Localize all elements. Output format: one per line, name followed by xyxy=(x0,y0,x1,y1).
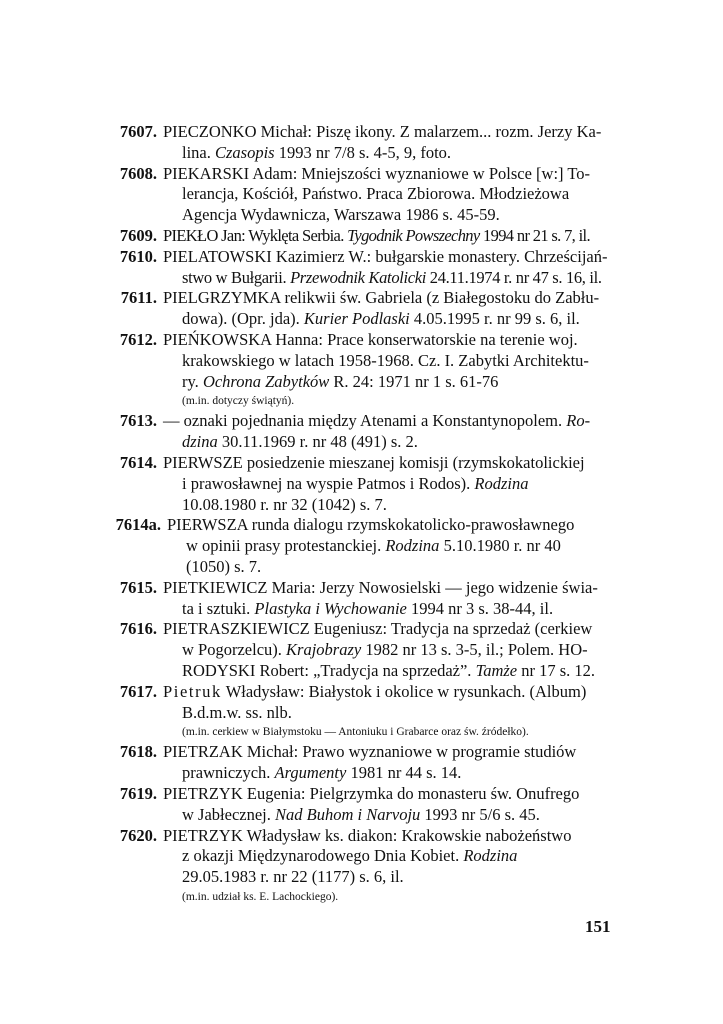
entry-number: 7614a. xyxy=(115,515,161,535)
entry-text xyxy=(163,682,607,743)
line-text: R. 24: 1971 nr 1 s. 61-76 xyxy=(329,371,499,391)
entry-line xyxy=(163,784,607,805)
bibliography-entry xyxy=(0,826,723,907)
line-text: stwo w Bułgarii. xyxy=(182,267,291,287)
line-text: PIETKIEWICZ Maria: Jerzy Nowosielski — jego widzenie świa- xyxy=(163,577,598,597)
entry-note xyxy=(163,723,607,742)
publication-title: Argumenty xyxy=(274,763,347,783)
publication-title: Ro- xyxy=(566,411,591,431)
publication-title: Tamże xyxy=(475,660,518,680)
line-text: krakowskiego w latach 1958-1968. Cz. I. Zabytki Architektu- xyxy=(182,350,589,370)
bibliography-entry xyxy=(0,226,723,247)
line-text: PIEKARSKI Adam: Mniejszości wyznaniowe w Polsce [w:] To- xyxy=(163,163,591,183)
line-text: PIERWSZA runda dialogu rzymskokatolicko-prawosławnego xyxy=(167,515,575,535)
bibliography-entry xyxy=(0,619,723,681)
line-text: 5.10.1980 r. nr 40 xyxy=(439,536,561,556)
line-text: ta i sztuki. xyxy=(182,598,255,618)
line-text: dowa). (Opr. jda). xyxy=(182,309,304,329)
bibliography-entry xyxy=(0,515,723,577)
entry-text xyxy=(163,411,607,453)
line-text: lerancja, Kościół, Państwo. Praca Zbiorowa. Młodzieżowa xyxy=(182,184,570,204)
entry-text xyxy=(167,515,611,577)
entry-text xyxy=(163,578,607,620)
line-text: PIEŃKOWSKA Hanna: Prace konserwatorskie na terenie woj. xyxy=(163,329,578,349)
entry-text xyxy=(163,330,607,411)
line-text: w Pogorzelcu). xyxy=(182,640,287,660)
line-text: 24.11.1974 r. nr 47 s. 16, il. xyxy=(426,267,602,287)
bibliography-entry xyxy=(0,288,723,330)
line-text: w opinii prasy protestanckiej. xyxy=(186,536,386,556)
entry-line xyxy=(163,122,607,143)
entry-line xyxy=(163,805,607,826)
entry-line xyxy=(167,536,611,557)
entry-line xyxy=(163,372,607,393)
line-text: PIETRZYK Władysław ks. diakon: Krakowskie nabożeństwo xyxy=(163,825,572,845)
line-text: Władysław: Białystok i okolice w rysunkach. (Album) xyxy=(221,681,587,701)
entry-line xyxy=(163,682,607,703)
line-text: lina. xyxy=(182,142,215,162)
entry-line xyxy=(163,640,607,661)
line-text: w Jabłecznej. xyxy=(182,804,275,824)
entry-line xyxy=(163,703,607,724)
line-text: 1993 nr 5/6 s. 45. xyxy=(420,804,540,824)
entry-text xyxy=(163,453,607,515)
line-text: (m.in. dotyczy świątyń). xyxy=(182,395,295,408)
page-number: 151 xyxy=(585,917,611,936)
entry-line xyxy=(163,619,607,640)
entry-line xyxy=(163,288,607,309)
line-text: PIELATOWSKI Kazimierz W.: bułgarskie monastery. Chrześcijań- xyxy=(163,246,608,266)
line-text: PIETRZAK Michał: Prawo wyznaniowe w programie studiów xyxy=(163,742,577,762)
line-text: nr 17 s. 12. xyxy=(517,660,596,680)
line-text: PIELGRZYMKA relikwii św. Gabriela (z Białegostoku do Zabłu- xyxy=(163,288,600,308)
entry-number: 7610. xyxy=(119,246,157,266)
bibliography-entry xyxy=(0,164,723,226)
entry-line xyxy=(163,268,607,289)
entry-note xyxy=(163,392,607,411)
line-text: PIERWSZE posiedzenie mieszanej komisji (rzymskokatolickiej xyxy=(163,452,585,472)
entry-line xyxy=(163,763,607,784)
line-text: PIETRZYK Eugenia: Pielgrzymka do monasteru św. Onufrego xyxy=(163,783,580,803)
line-text: 1982 nr 13 s. 3-5, il.; Polem. HO- xyxy=(361,640,588,660)
publication-title: Plastyka i Wychowanie xyxy=(254,598,407,618)
entry-line xyxy=(163,495,607,516)
line-text: 1981 nr 44 s. 14. xyxy=(346,763,462,783)
entry-number: 7617. xyxy=(119,681,157,701)
entry-text xyxy=(163,226,607,247)
entry-line xyxy=(163,474,607,495)
entry-number: 7608. xyxy=(119,163,157,183)
bibliography-entry xyxy=(0,742,723,784)
bibliography-entry xyxy=(0,247,723,289)
entry-line xyxy=(167,557,611,578)
entry-number: 7612. xyxy=(119,329,157,349)
entry-text xyxy=(163,122,607,164)
bibliography-entry xyxy=(0,411,723,453)
line-text: (1050) s. 7. xyxy=(186,556,262,576)
bibliography-entry xyxy=(0,784,723,826)
line-text: (m.in. cerkiew w Białymstoku — Antoniuku i Grabarce oraz św. źródełko). xyxy=(182,726,529,739)
line-text: 1994 nr 3 s. 38-44, il. xyxy=(406,598,554,618)
entry-number: 7614. xyxy=(119,452,157,472)
line-text: 1993 nr 7/8 s. 4-5, 9, foto. xyxy=(274,142,452,162)
line-text: PIETRASZKIEWICZ Eugeniusz: Tradycja na sprzedaż (cerkiew xyxy=(163,619,593,639)
entry-line xyxy=(163,184,607,205)
entry-line xyxy=(163,143,607,164)
entry-number: 7611. xyxy=(120,288,157,308)
entry-line xyxy=(163,205,607,226)
entry-text xyxy=(163,164,607,226)
line-text: prawniczych. xyxy=(182,763,275,783)
bibliography-entry xyxy=(0,453,723,515)
bibliography-list xyxy=(0,122,723,907)
bibliography-entry xyxy=(0,122,723,164)
entry-line xyxy=(163,661,607,682)
entry-number: 7615. xyxy=(119,577,157,597)
entry-note xyxy=(163,888,607,907)
entry-line xyxy=(163,826,607,847)
publication-title: Tygodnik Powszechny xyxy=(347,225,480,245)
entry-line xyxy=(163,453,607,474)
line-text: ry. xyxy=(182,371,203,391)
publication-title: Rodzina xyxy=(474,473,529,493)
entry-number: 7618. xyxy=(119,742,157,762)
entry-number: 7607. xyxy=(119,122,157,141)
entry-text xyxy=(163,619,607,681)
entry-line xyxy=(163,846,607,867)
entry-line xyxy=(163,226,607,247)
line-text: 1994 nr 21 s. 7, il. xyxy=(479,225,590,245)
publication-title: Kurier Podlaski xyxy=(303,309,410,329)
entry-text xyxy=(163,742,607,784)
entry-line xyxy=(163,742,607,763)
line-text: RODYSKI Robert: „Tradycja na sprzedaż”. xyxy=(182,660,476,680)
line-text: PIECZONKO Michał: Piszę ikony. Z malarzem... rozm. Jerzy Ka- xyxy=(163,122,602,141)
publication-title: Rodzina xyxy=(463,846,518,866)
line-text: PIEKŁO Jan: Wyklęta Serbia. xyxy=(163,225,348,245)
publication-title: Przewodnik Katolicki xyxy=(290,267,426,287)
line-text: Agencja Wydawnicza, Warszawa 1986 s. 45-59. xyxy=(182,205,500,225)
line-text: (m.in. udział ks. E. Lachockiego). xyxy=(182,890,339,903)
publication-title: Ochrona Zabytków xyxy=(202,371,330,391)
entry-line xyxy=(163,164,607,185)
entry-text xyxy=(163,826,607,907)
line-text: 29.05.1983 r. nr 22 (1177) s. 6, il. xyxy=(182,867,404,887)
entry-line xyxy=(163,578,607,599)
entry-line xyxy=(163,330,607,351)
entry-line xyxy=(163,247,607,268)
entry-text xyxy=(163,784,607,826)
entry-line xyxy=(167,515,611,536)
line-text: 10.08.1980 r. nr 32 (1042) s. 7. xyxy=(182,494,387,514)
entry-line xyxy=(163,432,607,453)
line-text: 4.05.1995 r. nr 99 s. 6, il. xyxy=(409,309,580,329)
bibliography-entry xyxy=(0,330,723,411)
entry-number: 7613. xyxy=(119,411,157,431)
bibliography-entry xyxy=(0,578,723,620)
publication-title: Czasopis xyxy=(215,142,275,162)
entry-number: 7620. xyxy=(119,825,157,845)
entry-line xyxy=(163,411,607,432)
entry-line xyxy=(163,599,607,620)
entry-text xyxy=(163,288,607,330)
line-text: 30.11.1969 r. nr 48 (491) s. 2. xyxy=(217,432,418,452)
entry-line xyxy=(163,867,607,888)
entry-number: 7609. xyxy=(119,225,157,245)
line-text: z okazji Międzynarodowego Dnia Kobiet. xyxy=(182,846,464,866)
publication-title: Rodzina xyxy=(385,536,440,556)
publication-title: dzina xyxy=(182,432,218,452)
spaced-author-name: Pietruk xyxy=(163,681,222,701)
entry-line xyxy=(163,351,607,372)
entry-text xyxy=(163,247,607,289)
publication-title: Krajobrazy xyxy=(286,640,362,660)
publication-title: Nad Buhom i Narvoju xyxy=(275,804,421,824)
line-text: B.d.m.w. ss. nlb. xyxy=(182,702,292,722)
line-text: — oznaki pojednania między Atenami a Konstantynopolem. xyxy=(163,411,567,431)
entry-number: 7616. xyxy=(119,619,157,639)
entry-line xyxy=(163,309,607,330)
bibliography-entry xyxy=(0,682,723,743)
line-text: i prawosławnej na wyspie Patmos i Rodos). xyxy=(182,473,475,493)
entry-number: 7619. xyxy=(119,783,157,803)
